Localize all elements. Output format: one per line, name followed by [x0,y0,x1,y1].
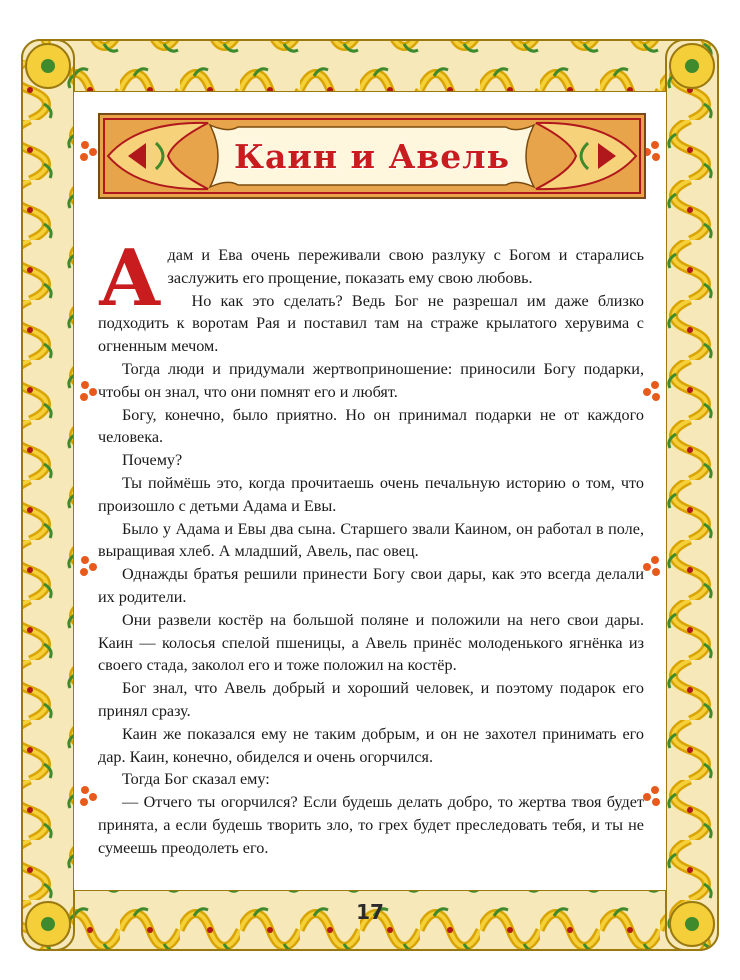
paragraph: Но как это сделать? Ведь Бог не разрешал им даже близко подходить к воротам Рая и поставил там на страже крылатого херувима с огненным мечом. [98,291,644,356]
page-number: 17 [356,900,384,924]
paragraph: Однажды братья решили принести Богу свои дары, как это всегда делали их родители. [98,565,644,606]
paragraph: Они развели костёр на большой поляне и положили на него свои дары. Каин — колосья спелой пшеницы, а Авель принёс молоденького ягнёнка из своего стада, заколол его и тоже положил на костёр. [98,610,644,675]
paragraph: Богу, конечно, было приятно. Но он принимал подарки не от каждого человека. [98,405,644,447]
paragraph: Ты поймёшь это, когда прочитаешь очень печальную историю о том, что произошло с детьми Адама и Евы. [98,473,644,515]
first-paragraph-text: дам и Ева очень переживали свою разлуку с Богом и старались заслужить его прощение, показать ему свою любовь. [167,246,644,287]
paragraph: Бог знал, что Авель добрый и хороший человек, и поэтому подарок его принял сразу. [98,679,644,720]
paragraph: Тогда Бог сказал ему: [122,770,270,789]
paragraph: — Отчего ты огорчился? Если будешь делать добро, то жертва твоя будет принята, а если будешь творить зло, то грех будет преследовать тебя, и ты не сумеешь преодолеть его. [98,793,644,857]
paragraph: Каин же показался ему не таким добрым, и он не захотел принимать его дар. Каин, конечно, обиделся и очень огорчился. [98,724,644,766]
page-title: Каин и Авель [234,136,510,176]
paragraph: Тогда люди и придумали жертвоприношение: приносили Богу подарки, чтобы он знал, что они помнят его и любят. [98,359,644,401]
story-text [98,233,644,860]
paragraph: Было у Адама и Евы два сына. Старшего звали Каином, он работал в поле, выращивая хлеб. А младший, Авель, пас овец. [98,519,644,561]
drop-cap-letter: А [98,233,162,324]
paragraph: Почему? [122,451,183,470]
